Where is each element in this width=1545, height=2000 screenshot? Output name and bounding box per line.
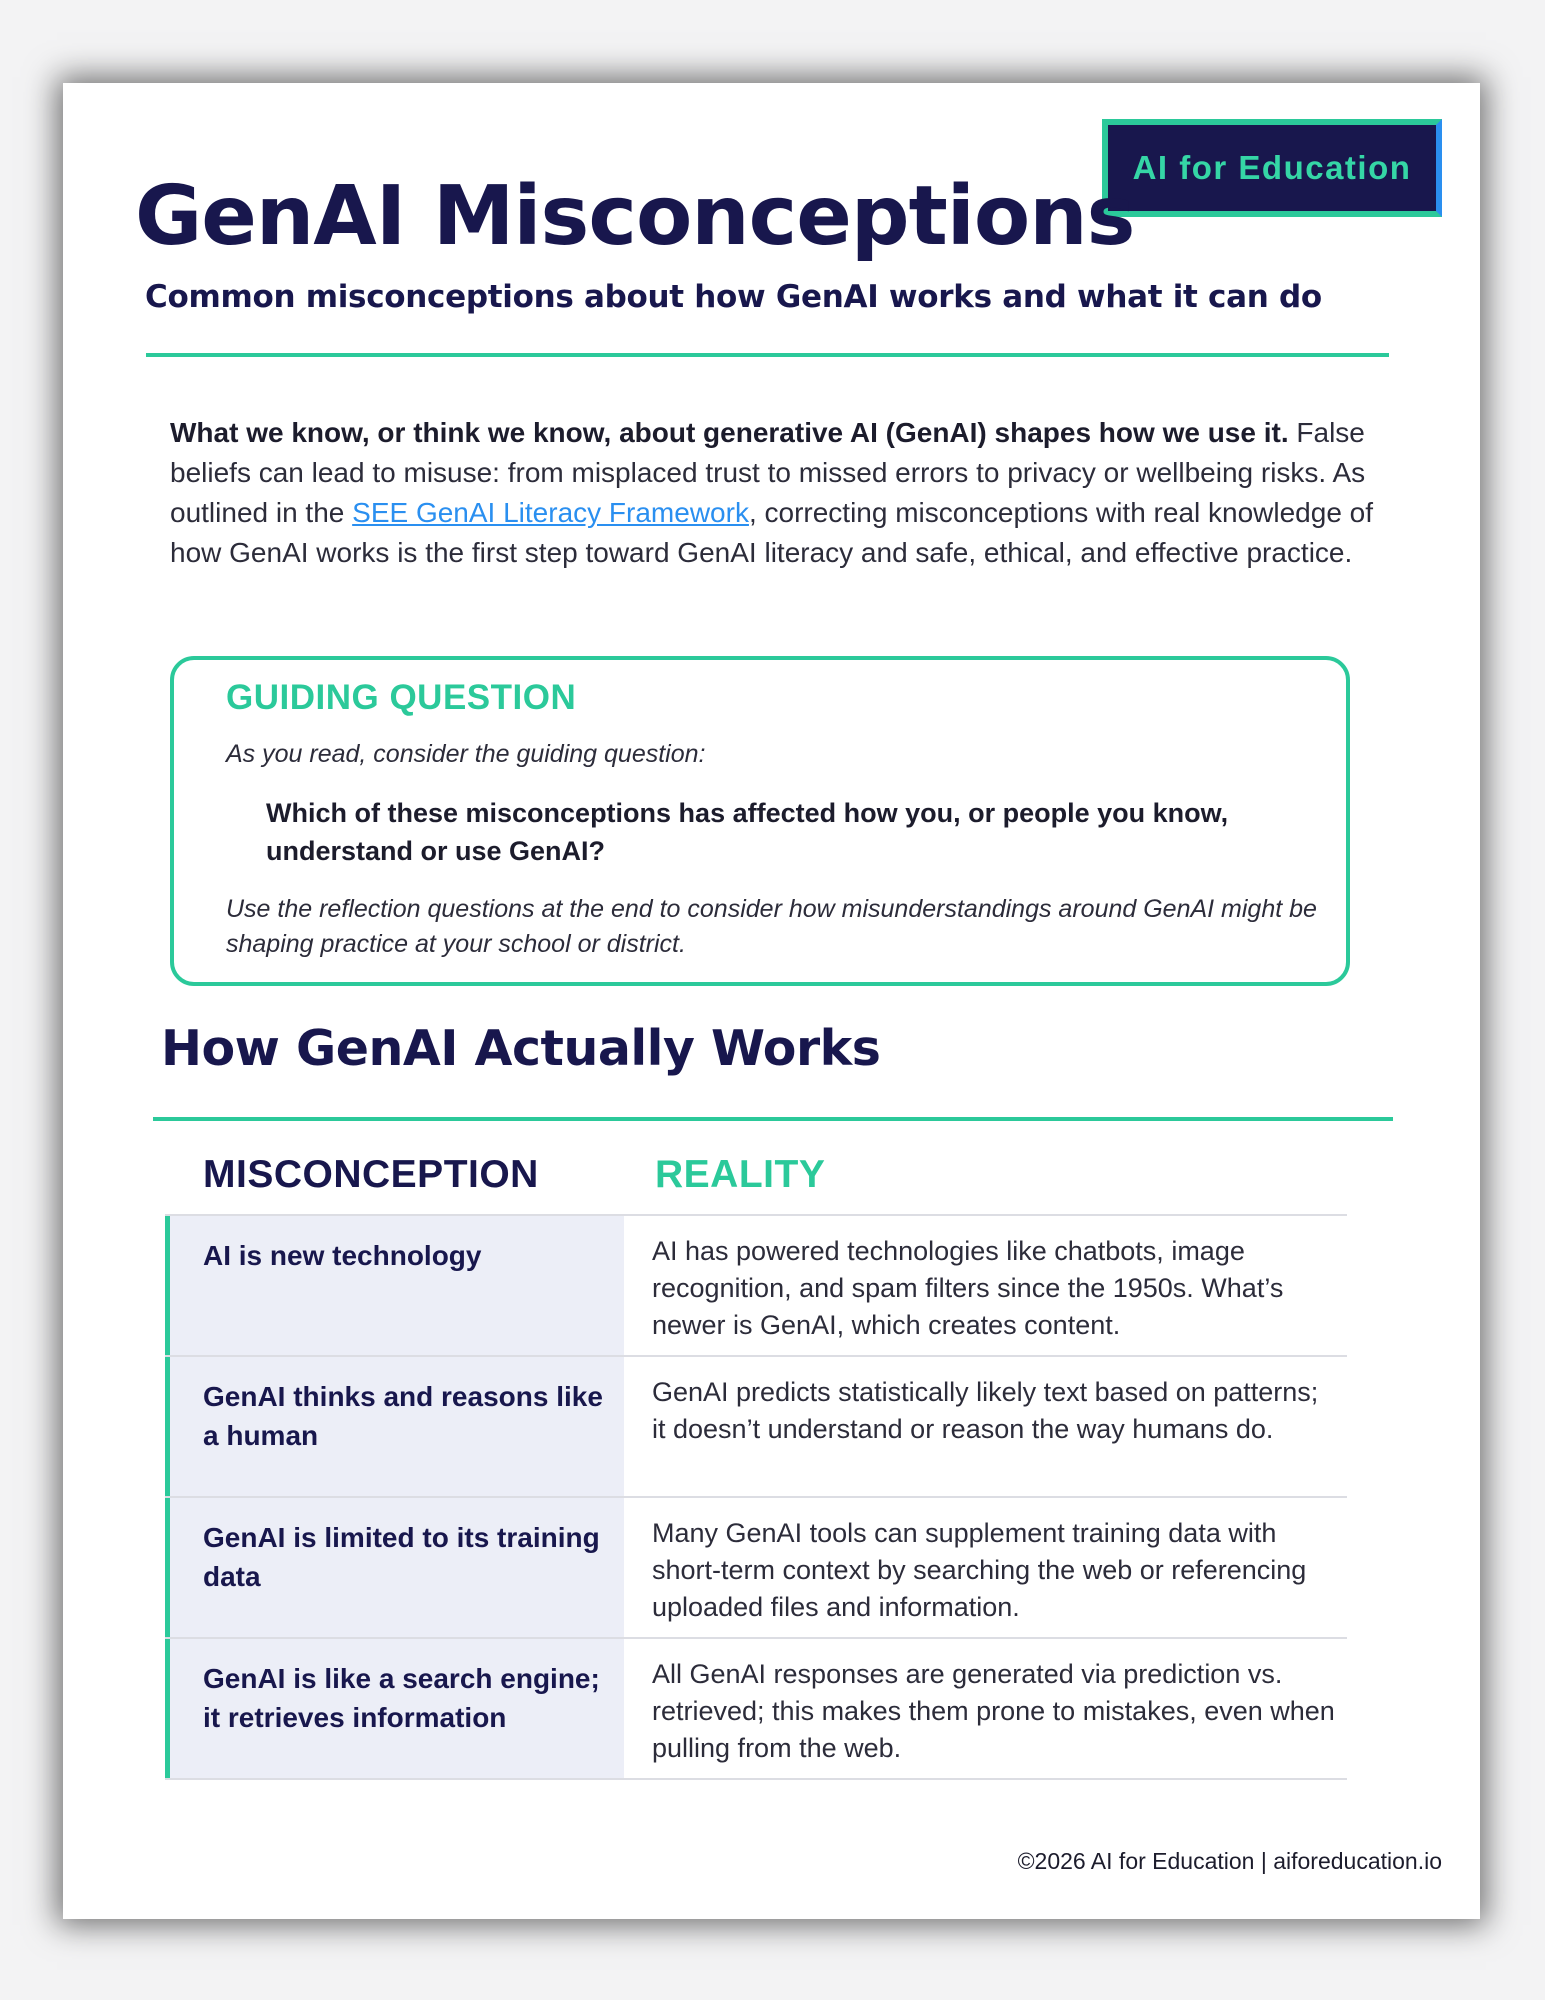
- reality-cell: GenAI predicts statistically likely text based on patterns; it doesn’t understand or reason the way humans do.: [652, 1377, 1319, 1444]
- page-title: GenAI Misconceptions: [135, 169, 1135, 264]
- guiding-question-note: Use the reflection questions at the end to consider how misunderstandings around GenAI might be shaping practice at your school or district.: [226, 895, 1317, 958]
- page-subtitle: Common misconceptions about how GenAI works and what it can do: [145, 279, 1322, 315]
- misconception-cell: GenAI thinks and reasons like a human: [165, 1357, 624, 1496]
- document-page: [63, 83, 1480, 1919]
- misconception-cell: GenAI is like a search engine; it retrieves information: [165, 1639, 624, 1778]
- reality-cell: All GenAI responses are generated via prediction vs. retrieved; this makes them prone to mistakes, even when pulling from the web.: [652, 1659, 1335, 1763]
- section-title: How GenAI Actually Works: [161, 1020, 881, 1077]
- intro-paragraph: [170, 413, 1380, 573]
- literacy-framework-link[interactable]: SEE GenAI Literacy Framework: [352, 497, 749, 528]
- header-divider: [146, 353, 1389, 357]
- column-header-reality: REALITY: [655, 1153, 826, 1196]
- misconception-cell: GenAI is limited to its training data: [165, 1498, 624, 1637]
- section-divider: [153, 1117, 1393, 1121]
- misconception-table: [165, 1214, 1347, 1780]
- table-row: [165, 1214, 1347, 1357]
- reality-cell: AI has powered technologies like chatbots, image recognition, and spam filters since the 1950s. What’s newer is GenAI, which creates content.: [652, 1236, 1284, 1340]
- guiding-question-prompt: As you read, consider the guiding question:: [226, 740, 706, 768]
- intro-lead: What we know, or think we know, about generative AI (GenAI) shapes how we use it.: [170, 417, 1289, 448]
- table-row: [165, 1639, 1347, 1780]
- guiding-question-box: [170, 656, 1350, 986]
- intro-text-before-link: False beliefs can lead to misuse: from misplaced trust to missed errors to privacy or wellbeing risks. As outlined in the: [170, 417, 1366, 528]
- guiding-question-text: Which of these misconceptions has affected how you, or people you know, understand or use GenAI?: [266, 798, 1229, 866]
- brand-label: AI for Education: [1132, 149, 1412, 186]
- intro-text-after-link: , correcting misconceptions with real knowledge of how GenAI works is the first step toward GenAI literacy and safe, ethical, and effective practice.: [170, 497, 1374, 568]
- misconception-cell: AI is new technology: [165, 1216, 624, 1355]
- table-row: [165, 1357, 1347, 1498]
- reality-cell: Many GenAI tools can supplement training data with short-term context by searching the web or referencing uploaded files and information.: [652, 1518, 1307, 1622]
- footer-copyright: ©2026 AI for Education | aiforeducation.io: [1017, 1848, 1442, 1874]
- table-row: [165, 1498, 1347, 1639]
- guiding-question-title: GUIDING QUESTION: [226, 678, 577, 717]
- column-header-misconception: MISCONCEPTION: [203, 1153, 539, 1196]
- brand-logo: [1102, 119, 1442, 217]
